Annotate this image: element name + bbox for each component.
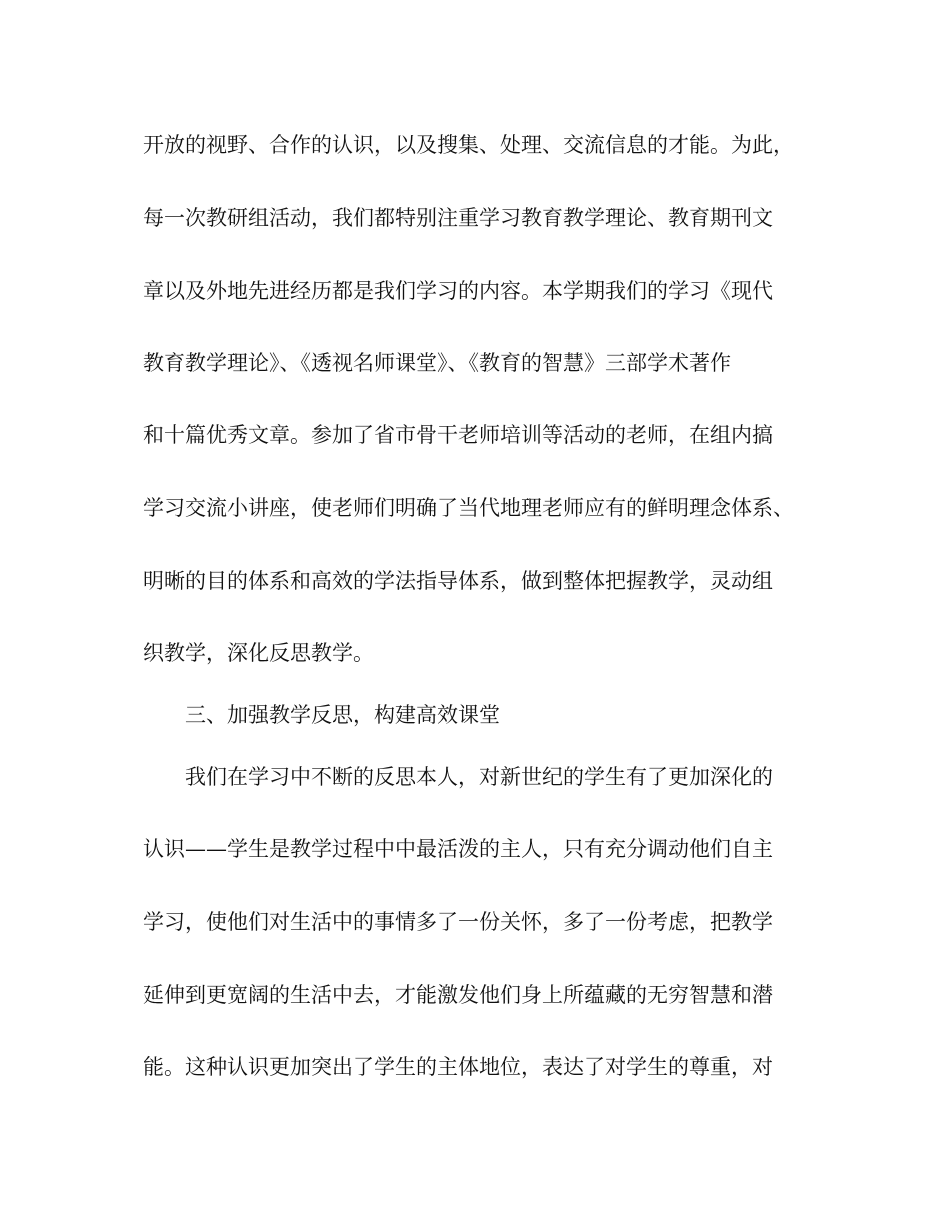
paragraph-line: 每一次教研组活动，我们都特别注重学习教育教学理论、教育期刊文 (143, 206, 773, 230)
paragraph-line: 认识——学生是教学过程中中最活泼的主人，只有充分调动他们自主 (143, 837, 773, 861)
section-heading: 三、加强教学反思，构建高效课堂 (185, 703, 500, 727)
paragraph-line: 章以及外地先进经历都是我们学习的内容。本学期我们的学习《现代 (143, 279, 773, 303)
paragraph-line: 我们在学习中不断的反思本人，对新世纪的学生有了更加深化的 (185, 765, 773, 789)
paragraph-line: 开放的视野、合作的认识，以及搜集、处理、交流信息的才能。为此， (143, 133, 794, 157)
paragraph-line: 能。这种认识更加突出了学生的主体地位，表达了对学生的尊重，对 (143, 1055, 773, 1079)
paragraph-line: 延伸到更宽阔的生活中去，才能激发他们身上所蕴藏的无穷智慧和潜 (143, 983, 773, 1007)
paragraph-line: 学习交流小讲座，使老师们明确了当代地理老师应有的鲜明理念体系、 (143, 496, 794, 520)
paragraph-line: 教育教学理论》、《透视名师课堂》、《教育的智慧》三部学术著作 (143, 351, 731, 375)
paragraph-line: 和十篇优秀文章。参加了省市骨干老师培训等活动的老师，在组内搞 (143, 423, 773, 447)
paragraph-line: 明晰的目的体系和高效的学法指导体系，做到整体把握教学，灵动组 (143, 569, 773, 593)
paragraph-line: 学习，使他们对生活中的事情多了一份关怀，多了一份考虑，把教学 (143, 910, 773, 934)
paragraph-line: 织教学，深化反思教学。 (143, 641, 374, 665)
